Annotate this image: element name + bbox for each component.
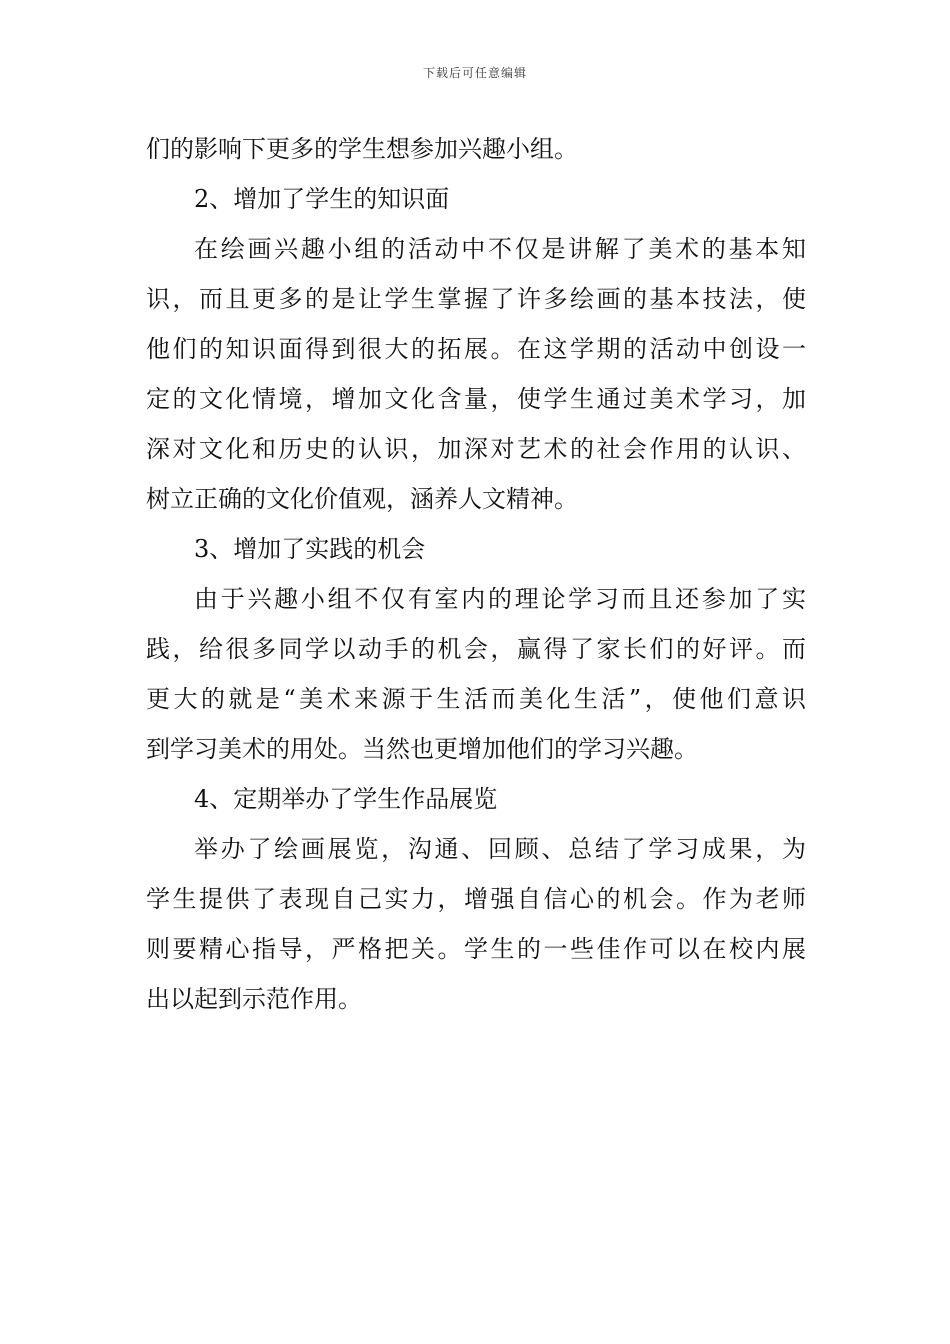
- text-line-5: 他们的知识面得到很大的拓展。在这学期的活动中创设一: [146, 335, 806, 363]
- text-line-12: 更大的就是“美术来源于生活而美化生活”，使他们意识: [146, 685, 806, 713]
- text-line-4: 识，而且更多的是让学生掌握了许多绘画的基本技法，使: [146, 285, 806, 313]
- text-line-7: 深对文化和历史的认识，加深对艺术的社会作用的认识、: [146, 435, 806, 463]
- document-body: [146, 124, 806, 1024]
- text-line-16: 学生提供了表现自己实力，增强自信心的机会。作为老师: [146, 885, 806, 913]
- text-line-10: 由于兴趣小组不仅有室内的理论学习而且还参加了实: [194, 585, 806, 613]
- text-line-18: 出以起到示范作用。: [146, 985, 362, 1013]
- text-line-8: 树立正确的文化价值观，涵养人文精神。: [146, 485, 578, 513]
- text-line-15: 举办了绘画展览，沟通、回顾、总结了学习成果，为: [194, 835, 806, 863]
- page-header: 下载后可任意编辑: [422, 66, 527, 80]
- text-line-17: 则要精心指导，严格把关。学生的一些佳作可以在校内展: [146, 935, 806, 963]
- section-heading-3: 3、增加了实践的机会: [194, 535, 426, 563]
- text-line-1: 们的影响下更多的学生想参加兴趣小组。: [146, 135, 578, 163]
- section-heading-2: 2、增加了学生的知识面: [194, 185, 450, 213]
- text-line-13: 到学习美术的用处。当然也更增加他们的学习兴趣。: [146, 735, 698, 763]
- text-line-11: 践，给很多同学以动手的机会，赢得了家长们的好评。而: [146, 635, 806, 663]
- section-heading-4: 4、定期举办了学生作品展览: [194, 785, 498, 813]
- text-line-3: 在绘画兴趣小组的活动中不仅是讲解了美术的基本知: [194, 235, 806, 263]
- text-line-6: 定的文化情境，增加文化含量，使学生通过美术学习，加: [146, 385, 806, 413]
